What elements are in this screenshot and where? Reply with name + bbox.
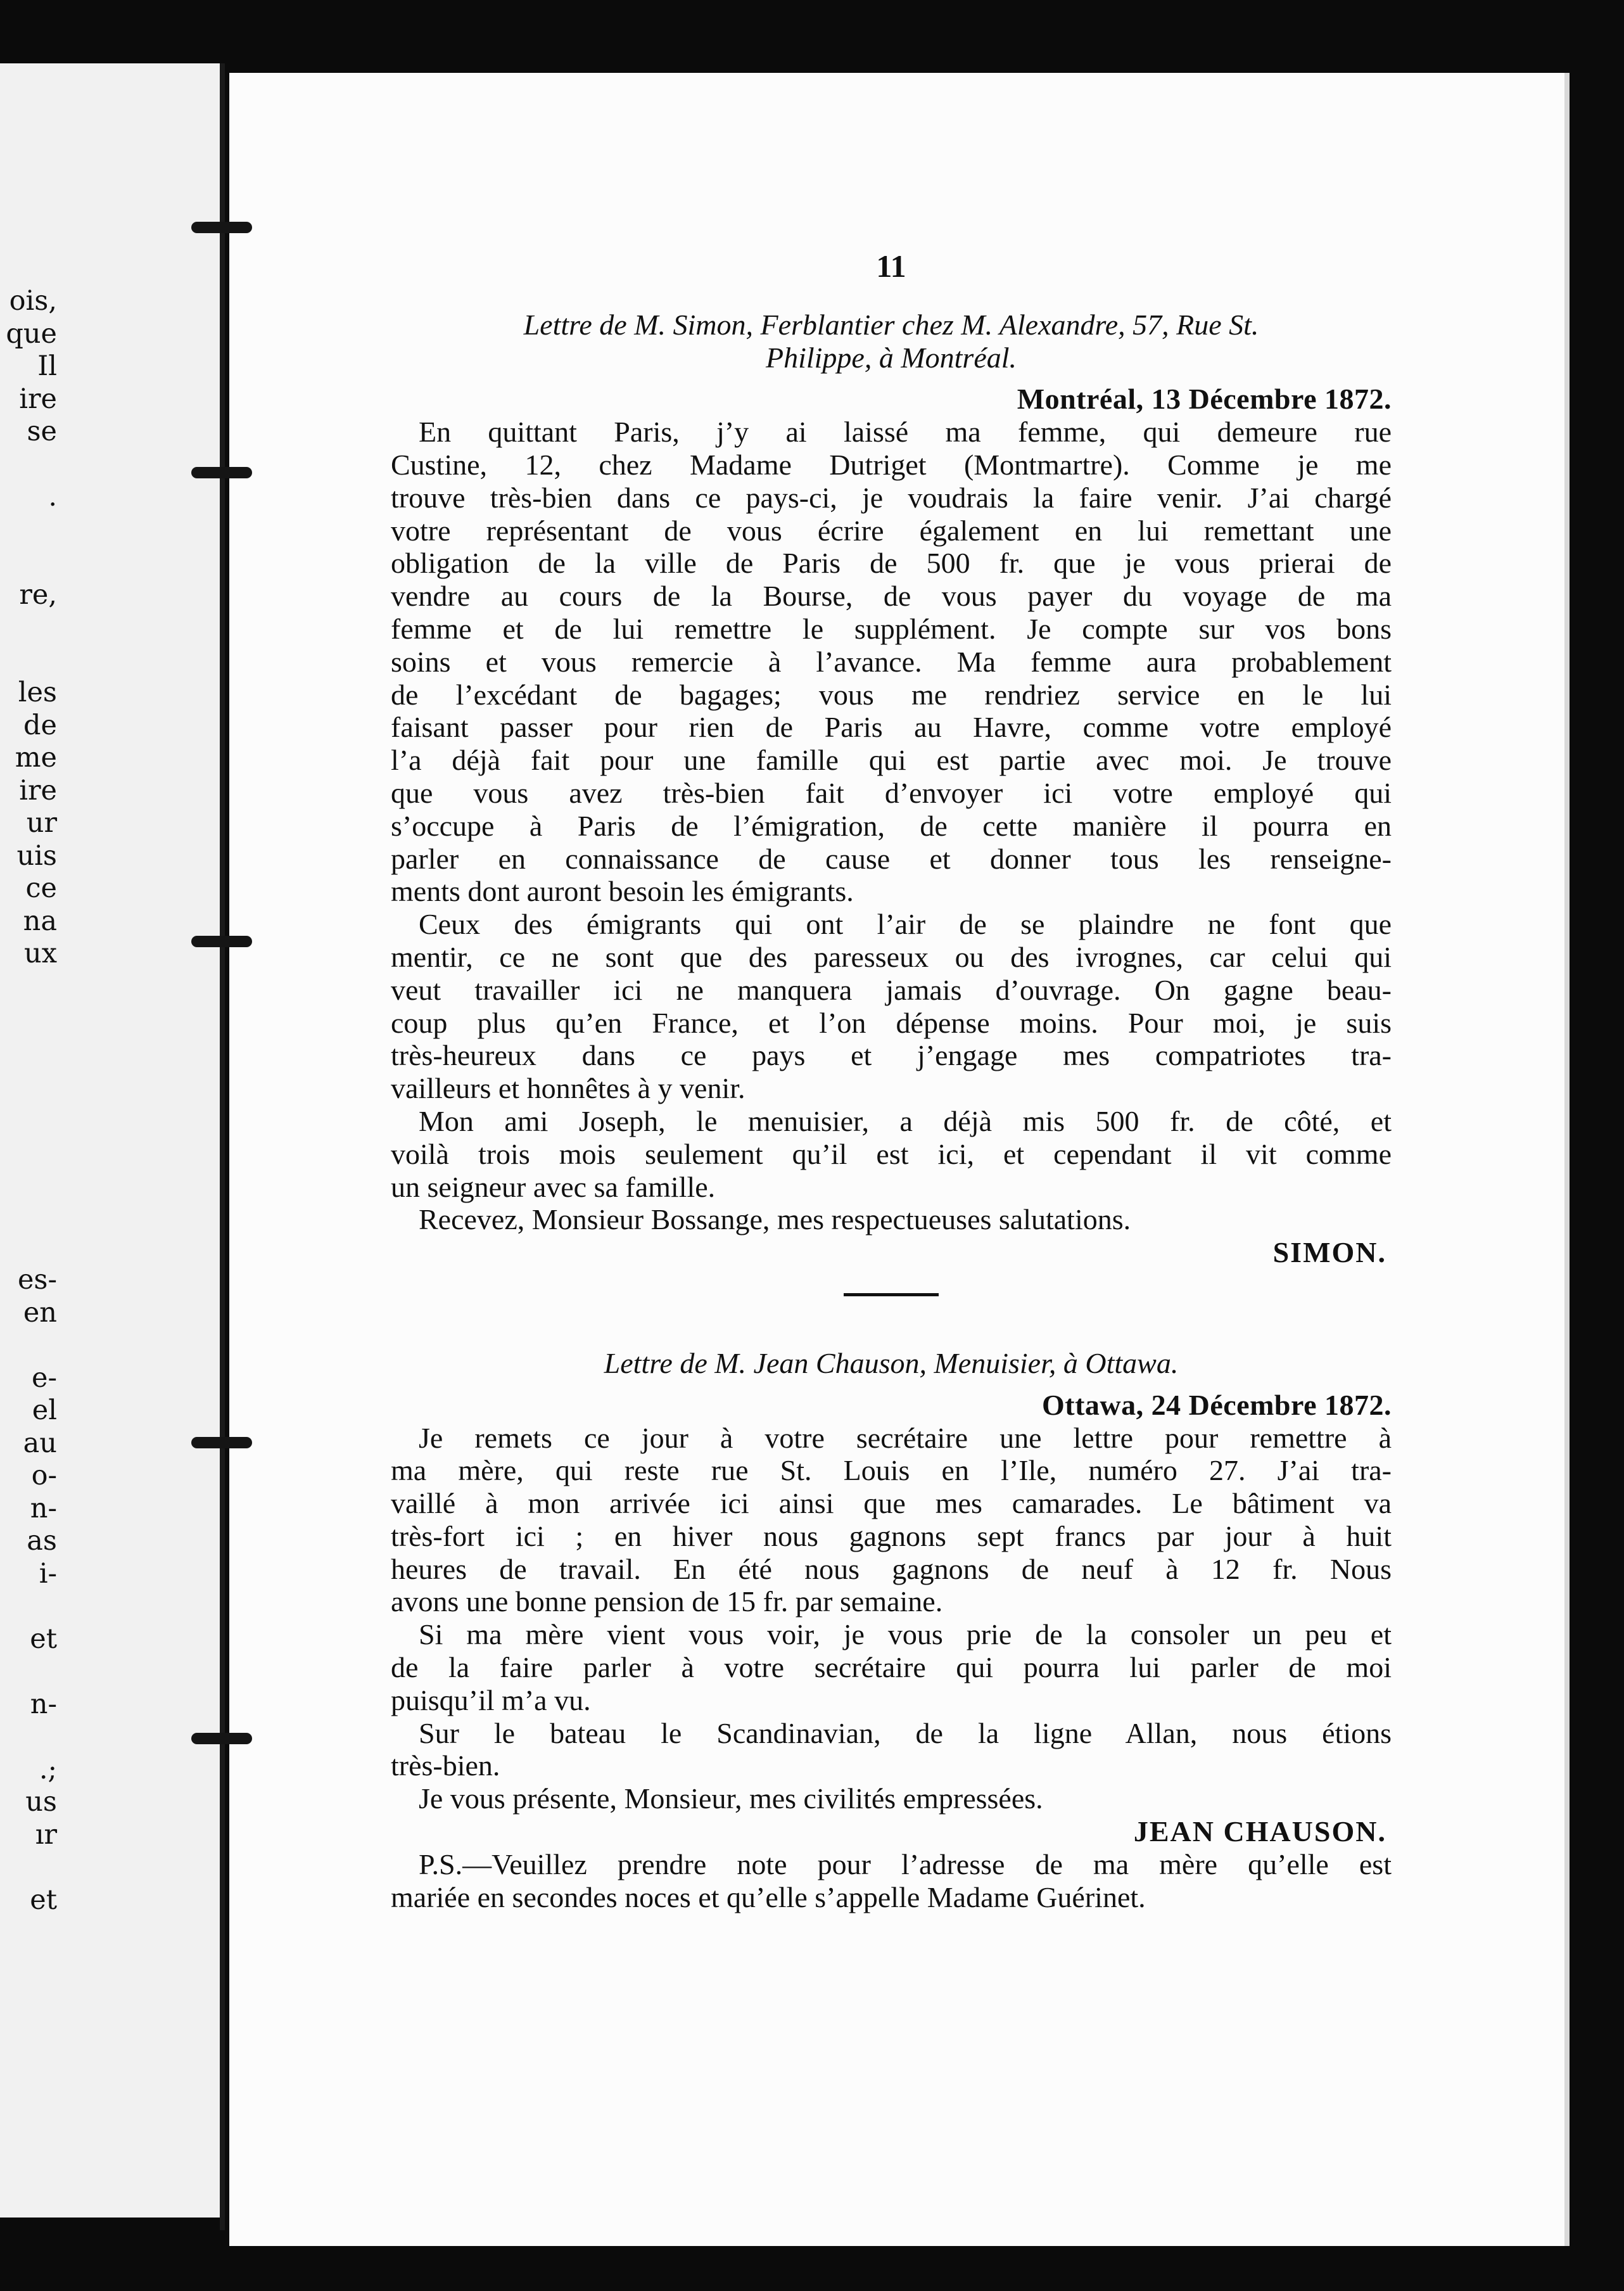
left-page-fragment-line xyxy=(0,1656,57,1688)
left-page-fragment-line xyxy=(0,1721,57,1754)
left-page-fragment xyxy=(0,63,223,2218)
page-number: 11 xyxy=(876,248,906,284)
paragraph xyxy=(391,1618,1392,1716)
left-page-fragment-line xyxy=(0,1851,57,1884)
paragraph xyxy=(391,416,1392,908)
text-line: Recevez, Monsieur Bossange, mes respectueuses salutations. xyxy=(419,1203,1131,1236)
postscript-line: mariée en secondes noces et qu’elle s’appelle Madame Guérinet. xyxy=(391,1880,1146,1913)
left-page-fragment-line: ır xyxy=(35,1818,57,1851)
left-page-fragment-line: . xyxy=(48,481,57,513)
letter2-dateline: Ottawa, 24 Décembre 1872. xyxy=(1041,1388,1392,1421)
left-page-fragment-line: ire xyxy=(19,774,57,807)
left-page-fragment-line xyxy=(0,644,57,677)
letter1-signature: SIMON. xyxy=(1272,1236,1386,1269)
section-divider xyxy=(844,1293,939,1296)
left-page-fragment-line: ce xyxy=(25,872,57,904)
left-page-fragment-line: as xyxy=(27,1525,57,1557)
left-page-fragment-line: ire xyxy=(19,383,57,415)
letter1-heading-line2: Philippe, à Montréal. xyxy=(765,341,1017,374)
left-page-fragment-line: que xyxy=(6,317,57,350)
left-page-fragment-line: et xyxy=(30,1623,57,1655)
left-page-fragment-line: et xyxy=(30,1884,57,1916)
left-page-fragment-line xyxy=(0,1329,57,1362)
binding-stitch xyxy=(191,936,252,947)
text-line: très-heureux dans ce pays et j’engage mes compatriotes tra- xyxy=(391,1039,1392,1072)
left-page-fragment-line: i- xyxy=(39,1557,57,1590)
text-line: que vous avez très-bien fait d’envoyer ici votre employé qui xyxy=(391,776,1392,809)
left-page-fragment-line xyxy=(0,1036,57,1069)
text-line: coup plus qu’en France, et l’on dépense moins. Pour moi, je suis xyxy=(391,1006,1392,1039)
text-line: puisqu’il m’a vu. xyxy=(391,1683,591,1716)
left-page-fragment-line: na xyxy=(23,905,57,937)
text-line: faisant passer pour rien de Paris au Havre, comme votre employé xyxy=(391,711,1392,744)
binding-stitch xyxy=(191,467,252,478)
letter1-dateline: Montréal, 13 Décembre 1872. xyxy=(1017,383,1392,416)
text-line: veut travailler ici ne manquera jamais d’ouvrage. On gagne beau- xyxy=(391,973,1392,1006)
text-line: Custine, 12, chez Madame Dutriget (Montmartre). Comme je me xyxy=(391,448,1392,481)
letter2-body xyxy=(391,1422,1392,1816)
text-line: En quittant Paris, j’y ai laissé ma femme, qui demeure rue xyxy=(419,416,1392,449)
page-text xyxy=(391,250,1392,1913)
text-line: heures de travail. En été nous gagnons de neuf à 12 fr. Nous xyxy=(391,1552,1392,1585)
text-line: de l’excédant de bagages; vous me rendriez service en le lui xyxy=(391,678,1392,711)
page xyxy=(229,73,1564,2246)
text-line: voilà trois mois seulement qu’il est ici, et cependant il vit comme xyxy=(391,1137,1392,1170)
letter1-body xyxy=(391,416,1392,1236)
binding-stitch xyxy=(191,222,252,233)
text-line: parler en connaissance de cause et donner tous les renseigne- xyxy=(391,842,1392,875)
left-page-fragment-line: re, xyxy=(19,578,57,611)
text-line: Je vous présente, Monsieur, mes civilités empressées. xyxy=(419,1782,1043,1815)
text-line: Si ma mère vient vous voir, je vous prie de la consoler un peu et xyxy=(419,1618,1392,1651)
left-page-fragment-line: n- xyxy=(30,1688,57,1720)
text-line: soins et vous remercie à l’avance. Ma femme aura probablement xyxy=(391,645,1392,678)
left-page-fragment-line xyxy=(0,1068,57,1101)
text-line: ments dont auront besoin les émigrants. xyxy=(391,875,854,908)
left-page-text-fragments xyxy=(0,285,57,2122)
text-line: femme et de lui remettre le supplément. Je compte sur vos bons xyxy=(391,612,1392,645)
left-page-fragment-line: ois, xyxy=(9,285,57,317)
letter2-postscript xyxy=(391,1848,1392,1914)
left-page-fragment-line xyxy=(0,1133,57,1166)
text-line: Ceux des émigrants qui ont l’air de se plaindre ne font que xyxy=(419,908,1392,941)
postscript-line: P.S.—Veuillez prendre note pour l’adresse de ma mère qu’elle est xyxy=(419,1847,1392,1880)
left-page-fragment-line xyxy=(0,1003,57,1036)
left-page-fragment-line xyxy=(0,514,57,547)
left-page-fragment-line: me xyxy=(15,742,57,774)
left-page-fragment-line xyxy=(0,1199,57,1232)
left-page-fragment-line: el xyxy=(32,1394,57,1426)
binding-stitch xyxy=(191,1733,252,1744)
text-line: avons une bonne pension de 15 fr. par semaine. xyxy=(391,1585,943,1618)
left-page-fragment-line: au xyxy=(23,1427,57,1459)
binding-gutter xyxy=(220,63,225,2230)
left-page-fragment-line xyxy=(0,971,57,1004)
text-line: trouve très-bien dans ce pays-ci, je voudrais la faire venir. J’ai chargé xyxy=(391,481,1392,514)
left-page-fragment-line: se xyxy=(27,416,57,447)
text-line: vaillé à mon arrivée ici ainsi que mes camarades. Le bâtiment va xyxy=(391,1487,1392,1520)
left-page-fragment-line xyxy=(0,449,57,482)
left-page-fragment-line: les xyxy=(18,677,57,708)
left-page-fragment-line: o- xyxy=(31,1460,57,1491)
left-page-fragment-line: us xyxy=(25,1786,57,1818)
paragraph xyxy=(391,908,1392,1105)
text-line: de la faire parler à votre secrétaire qui pourra lui parler de moi xyxy=(391,1651,1392,1684)
paragraph xyxy=(391,1717,1392,1783)
letter1-heading-line1: Lettre de M. Simon, Ferblantier chez M. Alexandre, 57, Rue St. xyxy=(523,308,1259,341)
left-page-fragment-line: ur xyxy=(26,807,57,839)
left-page-fragment-line: n- xyxy=(30,1492,57,1524)
text-line: Je remets ce jour à votre secrétaire une lettre pour remettre à xyxy=(419,1421,1392,1454)
text-line: très-fort ici ; en hiver nous gagnons sept francs par jour à huit xyxy=(391,1519,1392,1552)
left-page-fragment-line: uis xyxy=(16,839,57,872)
text-line: ma mère, qui reste rue St. Louis en l’Ile, numéro 27. J’ai tra- xyxy=(391,1454,1392,1487)
left-page-fragment-line xyxy=(0,611,57,644)
paragraph xyxy=(391,1782,1392,1815)
left-page-fragment-line xyxy=(0,1166,57,1199)
text-line: vailleurs et honnêtes à y venir. xyxy=(391,1072,745,1105)
left-page-fragment-line xyxy=(0,1590,57,1623)
paragraph xyxy=(391,1422,1392,1619)
text-line: votre représentant de vous écrire également en lui remettant une xyxy=(391,514,1392,547)
letter2-heading: Lettre de M. Jean Chauson, Menuisier, à Ottawa. xyxy=(604,1346,1179,1379)
left-page-fragment-line xyxy=(0,1101,57,1134)
left-page-fragment-line: Il xyxy=(37,350,57,382)
left-page-fragment-line: e- xyxy=(32,1362,57,1394)
paragraph xyxy=(391,1105,1392,1203)
left-page-fragment-line: .; xyxy=(39,1753,57,1785)
left-page-fragment-line xyxy=(0,546,57,579)
text-line: obligation de la ville de Paris de 500 fr. que je vous prierai de xyxy=(391,547,1392,580)
text-line: très-bien. xyxy=(391,1749,500,1782)
left-page-fragment-line xyxy=(0,1232,57,1265)
left-page-fragment-line: ux xyxy=(24,938,57,969)
paragraph xyxy=(391,1203,1392,1236)
text-line: s’occupe à Paris de l’émigration, de cette manière il pourra en xyxy=(391,809,1392,842)
text-line: vendre au cours de la Bourse, de vous payer du voyage de ma xyxy=(391,580,1392,613)
text-line: un seigneur avec sa famille. xyxy=(391,1170,716,1203)
letter2-signature: JEAN CHAUSON. xyxy=(1133,1815,1386,1848)
text-line: Sur le bateau le Scandinavian, de la ligne Allan, nous étions xyxy=(419,1716,1392,1749)
text-line: mentir, ce ne sont que des paresseux ou des ivrognes, car celui qui xyxy=(391,940,1392,973)
binding-stitch xyxy=(191,1437,252,1448)
text-line: Mon ami Joseph, le menuisier, a déjà mis 500 fr. de côté, et xyxy=(419,1104,1392,1137)
left-page-fragment-line: es- xyxy=(17,1264,57,1296)
text-line: l’a déjà fait pour une famille qui est partie avec moi. Je trouve xyxy=(391,744,1392,777)
left-page-fragment-line: en xyxy=(23,1296,57,1329)
left-page-fragment-line: de xyxy=(23,709,57,741)
